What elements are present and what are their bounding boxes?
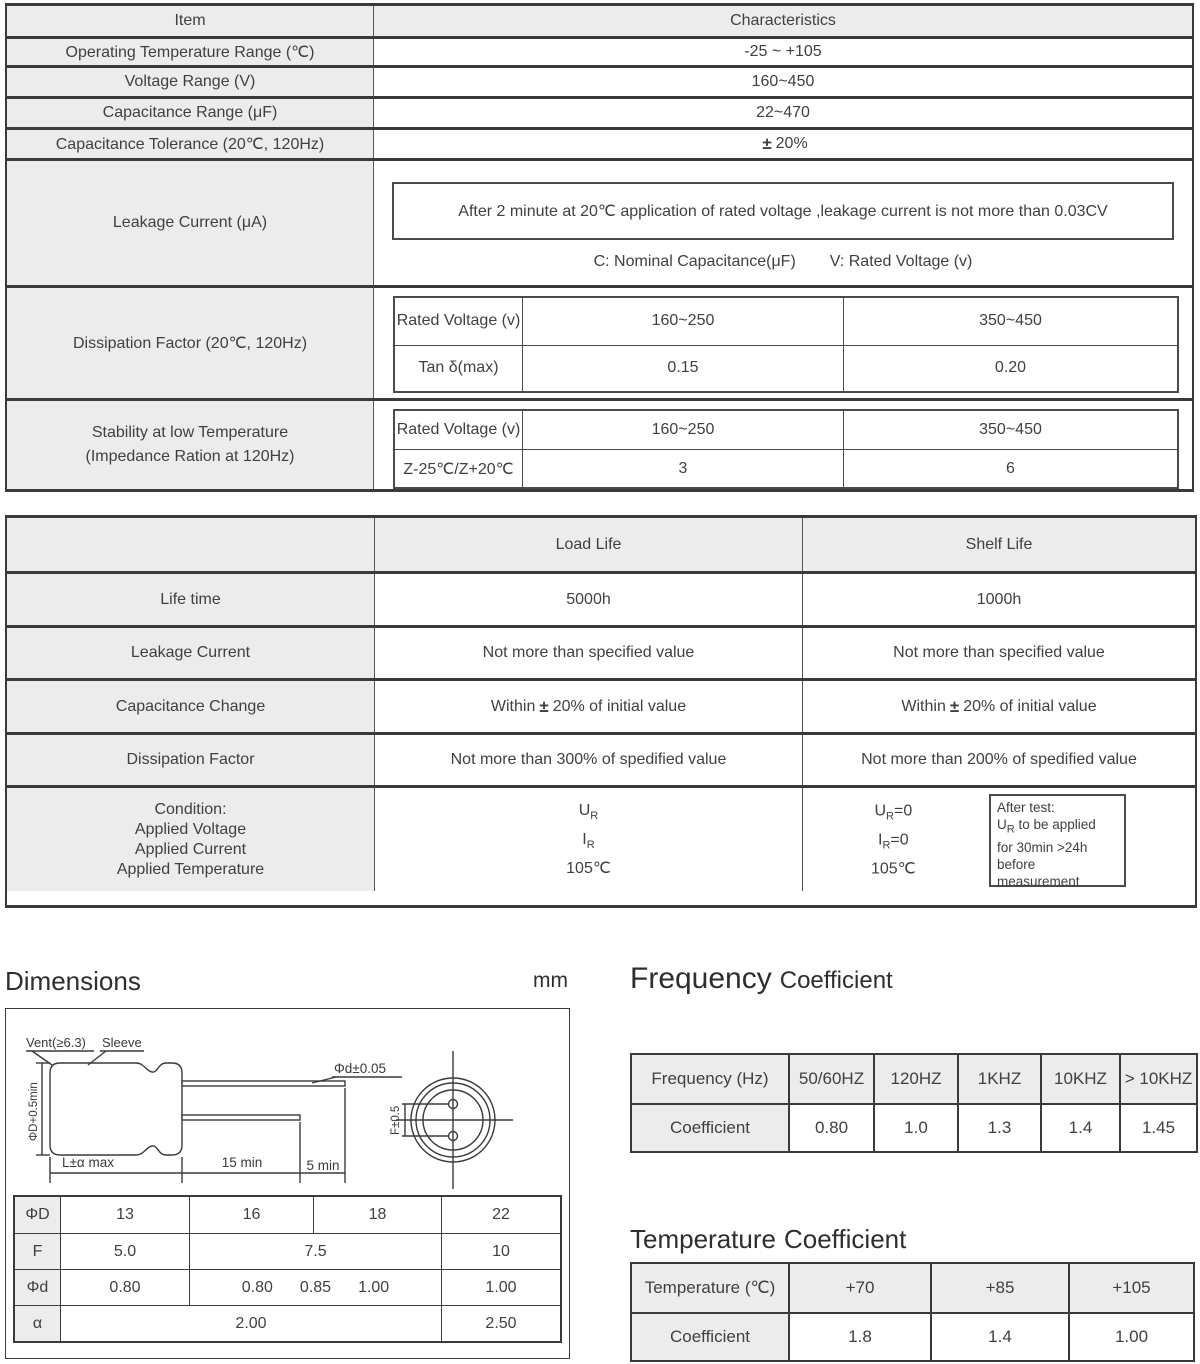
lead-diameter-label: Φd±0.05 [334,1061,386,1076]
temperature-title-main: Temperature [630,1224,776,1254]
life-row-label: Leakage Current [7,628,375,678]
applied-voltage-shelf: $U_R=0$ [874,801,913,822]
condition-line: Applied Voltage [134,820,247,838]
spec-header-characteristics: Characteristics [374,6,1192,36]
spec-table [5,3,1194,492]
life-load-value: Not more than specified value [375,628,803,678]
condition-line: Applied Current [134,840,247,858]
life-shelf-value [803,681,1195,732]
lead-length-label: 15 min [221,1155,263,1170]
freq-coef-value: 1.3 [957,1103,1040,1151]
stability-subtable [393,409,1179,489]
subtable-value: 0.15 [522,345,843,392]
condition-line: Condition: [154,800,227,818]
spec-item-value: 160~450 [751,73,815,90]
condition-load-values [375,788,803,891]
life-row-label: Life time [7,574,375,625]
life-table [5,515,1197,908]
vent-label: Vent(≥6.3) [26,1035,86,1050]
dim-value-group [189,1269,441,1305]
dim-value: 1.00 [358,1278,390,1296]
dim-value: 16 [189,1197,313,1233]
condition-shelf-values [871,799,916,880]
freq-header: 10KHZ [1040,1055,1119,1103]
dimensions-table [13,1195,562,1343]
stability-label-line1: Stability at low Temperature [91,424,289,441]
pitch-label: F±0.5 [390,1105,402,1135]
life-load-value: Not more than 300% of spedified value [375,735,803,785]
plus-minus-sign: ± [762,134,772,153]
life-row-condition [7,785,1195,891]
freq-coef-value: 1.45 [1119,1103,1196,1151]
after-test-line: After test: [997,800,1055,815]
leakage-formula-box: After 2 minute at 20℃ application of rated voltage ,leakage current is not more than 0.03CV [392,182,1174,240]
dim-value: 13 [60,1197,189,1233]
temp-header: +70 [788,1264,930,1312]
body-diameter-label: ΦD+0.5min [28,1082,40,1141]
dissipation-cell [374,288,1192,398]
life-load-value: 5000h [375,574,803,625]
condition-line: Applied Temperature [116,860,265,878]
life-header-shelf: Shelf Life [803,518,1195,571]
dim-value: 5.0 [60,1233,189,1269]
subtable-value: 6 [843,449,1177,487]
within-text: Within [490,697,536,715]
freq-header: 50/60HZ [788,1055,873,1103]
percent-text: 20% of initial value [963,697,1097,715]
spec-item-value: 22~470 [756,104,810,121]
frequency-coefficient-title [630,962,893,996]
tolerance-percent: 20% [775,135,808,152]
after-test-line: $U_R$ to be applied [997,817,1096,836]
stability-label-line2: (Impedance Ration at 120Hz) [85,448,295,465]
dim-value: 2.00 [60,1305,441,1341]
life-shelf-value: 1000h [976,590,1022,608]
dim-row-label: ΦD [15,1197,60,1233]
temp-header: +105 [1068,1264,1193,1312]
life-load-value [375,681,803,732]
after-test-line: measurement [997,873,1080,889]
subtable-value: 3 [522,449,843,487]
subtable-value: 350~450 [843,298,1177,345]
subtable-value: 160~250 [522,411,843,449]
dim-value: 2.50 [441,1305,560,1341]
spec-header-item: Item [7,6,374,36]
subtable-value: 350~450 [843,411,1177,449]
after-test-note-box [989,794,1126,887]
freq-header: 120HZ [873,1055,957,1103]
freq-coef-value: 1.4 [1040,1103,1119,1151]
freq-coef-value: 0.80 [788,1103,873,1151]
applied-current-shelf: $I_R=0$ [878,831,909,852]
subtable-label: Tan δ(max) [395,345,522,392]
dimensions-title: Dimensions [5,966,141,996]
lead-end-label: 5 min [306,1158,340,1173]
percent-text: 20% of initial value [552,697,687,715]
dim-value: 7.5 [189,1233,441,1269]
life-shelf-value: Not more than specified value [893,644,1105,661]
plus-minus-sign: ± [949,696,960,716]
temp-coef-value: 1.8 [788,1312,930,1360]
subtable-label: Rated Voltage (v) [396,312,521,330]
freq-header: > 10KHZ [1119,1055,1196,1103]
spec-item-label: Voltage Range (V) [7,68,374,96]
spec-item-label: Capacitance Range (μF) [7,99,374,127]
spec-row-voltage-range [7,65,1192,96]
life-row-dissipation [7,732,1195,785]
temp-coef-value: 1.00 [1068,1312,1193,1360]
frequency-coefficient-table [630,1053,1198,1153]
after-test-line: before [997,856,1036,872]
spec-row-dissipation-factor [7,285,1192,398]
dim-value: 0.80 [241,1278,273,1296]
temp-header-label: Temperature (℃) [632,1264,788,1312]
subtable-value: 160~250 [522,298,843,345]
applied-voltage-load: $U_R$ [578,801,599,822]
plus-minus-sign: ± [539,696,549,716]
leakage-note [594,253,973,271]
life-header-load: Load Life [375,518,803,571]
spec-row-capacitance-range [7,96,1192,127]
after-test-line: for 30min >24h [997,839,1088,855]
spec-row-leakage-current [7,158,1192,285]
temp-coef-value: 1.4 [930,1312,1068,1360]
subtable-label: Z-25℃/Z+20℃ [395,449,522,487]
dim-row-label: Φd [15,1269,60,1305]
temperature-coefficient-title [630,1224,906,1255]
frequency-title-main: Frequency [630,962,772,995]
life-row-label: Capacitance Change [7,681,375,732]
spec-item-label: Dissipation Factor (20℃, 120Hz) [7,288,374,398]
spec-row-stability [7,398,1192,487]
freq-header-label: Frequency (Hz) [632,1055,788,1103]
applied-temp-shelf: 105℃ [871,860,916,878]
frequency-title-sub: Coefficient [779,967,893,994]
spec-item-value [374,130,1192,158]
dim-value: 0.80 [60,1269,189,1305]
dim-value: 0.85 [299,1278,332,1296]
leakage-current-cell [374,161,1192,285]
freq-header: 1KHZ [957,1055,1040,1103]
freq-coef-value: 1.0 [873,1103,957,1151]
life-row-label: Dissipation Factor [7,735,375,785]
spec-header-row [7,6,1192,36]
spec-item-label: Capacitance Tolerance (20℃, 120Hz) [7,130,374,158]
life-header-row [7,518,1195,571]
sleeve-label: Sleeve [102,1035,142,1050]
spec-row-capacitance-tolerance [7,127,1192,158]
life-row-capacitance-change [7,678,1195,732]
spec-item-label: Leakage Current (μA) [7,161,374,285]
subtable-value: 0.20 [843,345,1177,392]
body-length-label: L±α max [62,1155,114,1170]
applied-current-load: $I_R$ [582,831,595,852]
spec-item-value: -25 ~ +105 [744,43,822,60]
life-shelf-value: Not more than 200% of spedified value [861,751,1137,768]
temperature-title-sub: Coefficient [783,1224,907,1254]
spec-row-temp-range [7,36,1192,65]
subtable-label: Rated Voltage (v) [396,421,521,438]
capacitor-outline-drawing [6,1011,567,1195]
condition-shelf-cell [803,788,1195,891]
dissipation-subtable [393,296,1179,393]
life-header-empty [7,518,375,571]
dimensions-unit: mm [533,969,568,992]
temp-header: +85 [930,1264,1068,1312]
freq-coef-label: Coefficient [632,1103,788,1151]
life-row-lifetime [7,571,1195,625]
temp-coef-label: Coefficient [632,1312,788,1360]
leakage-note-c: C: Nominal Capacitance(μF) [593,253,796,270]
condition-label [7,788,375,891]
spec-item-label [7,401,374,489]
dim-value: 18 [313,1197,441,1233]
dim-value: 1.00 [441,1269,560,1305]
dim-value: 22 [441,1197,560,1233]
life-row-leakage [7,625,1195,678]
spec-item-label: Operating Temperature Range (℃) [7,39,374,65]
dimensions-drawing-box [5,1008,570,1359]
applied-temp-load: 105℃ [566,860,611,878]
dim-row-label: F [15,1233,60,1269]
dim-value: 10 [441,1233,560,1269]
stability-cell [374,401,1192,489]
leakage-note-v: V: Rated Voltage (v) [829,253,973,270]
within-text: Within [901,697,946,715]
temperature-coefficient-table [630,1262,1195,1362]
dim-row-label: α [15,1305,60,1341]
